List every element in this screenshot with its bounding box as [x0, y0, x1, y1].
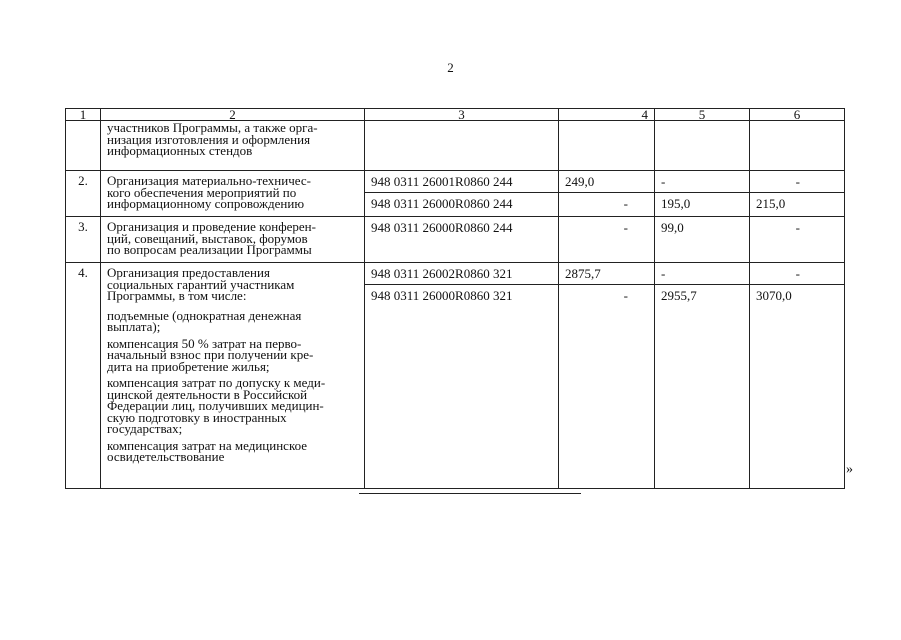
- header-cell: 2: [101, 109, 365, 121]
- value: 99,0: [661, 220, 684, 235]
- header-cell: 3: [365, 109, 559, 121]
- text-line: Организация материально-техничес-: [107, 173, 311, 188]
- value: 249,0: [565, 174, 595, 189]
- code-cell: [365, 171, 559, 217]
- table-row: [66, 263, 845, 489]
- value: -: [795, 174, 800, 189]
- row-number: 4.: [66, 263, 101, 489]
- text-line: Организация предоставления: [107, 265, 270, 280]
- list-item: [107, 335, 358, 374]
- value-cell-4: [559, 217, 655, 263]
- text-line: информационных стендов: [107, 143, 253, 158]
- budget-table: [65, 108, 845, 489]
- header-cell: 1: [66, 109, 101, 121]
- text-line: государствах;: [107, 421, 183, 436]
- text-line: компенсация затрат по допуску к меди-: [107, 375, 326, 390]
- budget-code: 948 0311 26000R0860 244: [371, 220, 513, 235]
- text-line: начальный взнос при получении кре-: [107, 347, 314, 362]
- value-cell-5: [655, 263, 750, 489]
- description-cell: [101, 263, 365, 489]
- text-line: Организация и проведение конферен-: [107, 219, 316, 234]
- separator-line: [359, 493, 581, 494]
- value: -: [559, 192, 654, 214]
- text-line: информационному сопровождению: [107, 196, 305, 211]
- value-cell-6: [750, 217, 845, 263]
- text-line: дита на приобретение жилья;: [107, 358, 270, 374]
- value-cell-6: [750, 263, 845, 489]
- value: -: [795, 266, 800, 281]
- value: -: [559, 284, 654, 306]
- value: -: [661, 174, 666, 189]
- value: 2955,7: [655, 284, 749, 306]
- value: 195,0: [655, 192, 749, 214]
- text-line: ций, совещаний, выставок, форумов: [107, 230, 308, 246]
- value: -: [623, 220, 628, 235]
- value: -: [795, 220, 800, 235]
- budget-code: 948 0311 26000R0860 321: [365, 284, 558, 306]
- value-cell-4: [559, 263, 655, 489]
- table-row-continuation: [66, 121, 845, 171]
- list-item: [107, 377, 358, 435]
- budget-code: 948 0311 26002R0860 321: [371, 266, 513, 281]
- budget-code: 948 0311 26001R0860 244: [371, 174, 513, 189]
- text-line: подъемные (однократная денежная: [107, 307, 302, 323]
- text-line: участников Программы, а также орга-: [107, 120, 318, 135]
- text-line: Программы, в том числе:: [107, 288, 247, 303]
- text-line: по вопросам реализации Программы: [107, 242, 312, 257]
- text-line: выплата);: [107, 319, 161, 334]
- closing-quote: »: [846, 462, 853, 477]
- page-number: 2: [447, 60, 454, 75]
- header-cell: 6: [750, 109, 845, 121]
- header-cell: 4: [559, 109, 655, 121]
- text-line: компенсация 50 % затрат на перво-: [107, 335, 302, 351]
- list-item: [107, 307, 358, 334]
- value: 2875,7: [565, 266, 601, 281]
- code-cell: [365, 217, 559, 263]
- table-row: [66, 171, 845, 217]
- value-cell-5: [655, 171, 750, 217]
- row-number: 2.: [66, 171, 101, 217]
- description-cell: [101, 171, 365, 217]
- row-number: 3.: [66, 217, 101, 263]
- code-cell: [365, 263, 559, 489]
- row-heading: [107, 267, 358, 302]
- header-cell: 5: [655, 109, 750, 121]
- value-cell-6: [750, 171, 845, 217]
- text-line: социальных гарантий участникам: [107, 276, 295, 292]
- text-line: низация изготовления и оформления: [107, 131, 311, 147]
- value-cell-4: [559, 171, 655, 217]
- text-line: кого обеспечения мероприятий по: [107, 184, 297, 200]
- list-item: [107, 437, 358, 464]
- value: 215,0: [750, 192, 844, 214]
- text-line: скую подготовку в иностранных: [107, 409, 287, 425]
- description-cell: [101, 217, 365, 263]
- text-line: Федерации лиц, получивших медицин-: [107, 398, 324, 413]
- value: -: [661, 266, 666, 281]
- text-line: освидетельствование: [107, 449, 225, 464]
- text-line: цинской деятельности в Российской: [107, 386, 308, 402]
- budget-code: 948 0311 26000R0860 244: [365, 192, 558, 214]
- text-line: компенсация затрат на медицинское: [107, 437, 308, 453]
- table-row: [66, 217, 845, 263]
- value-cell-5: [655, 217, 750, 263]
- header-row: [66, 109, 845, 121]
- description-cell: [101, 121, 365, 171]
- value: 3070,0: [750, 284, 844, 306]
